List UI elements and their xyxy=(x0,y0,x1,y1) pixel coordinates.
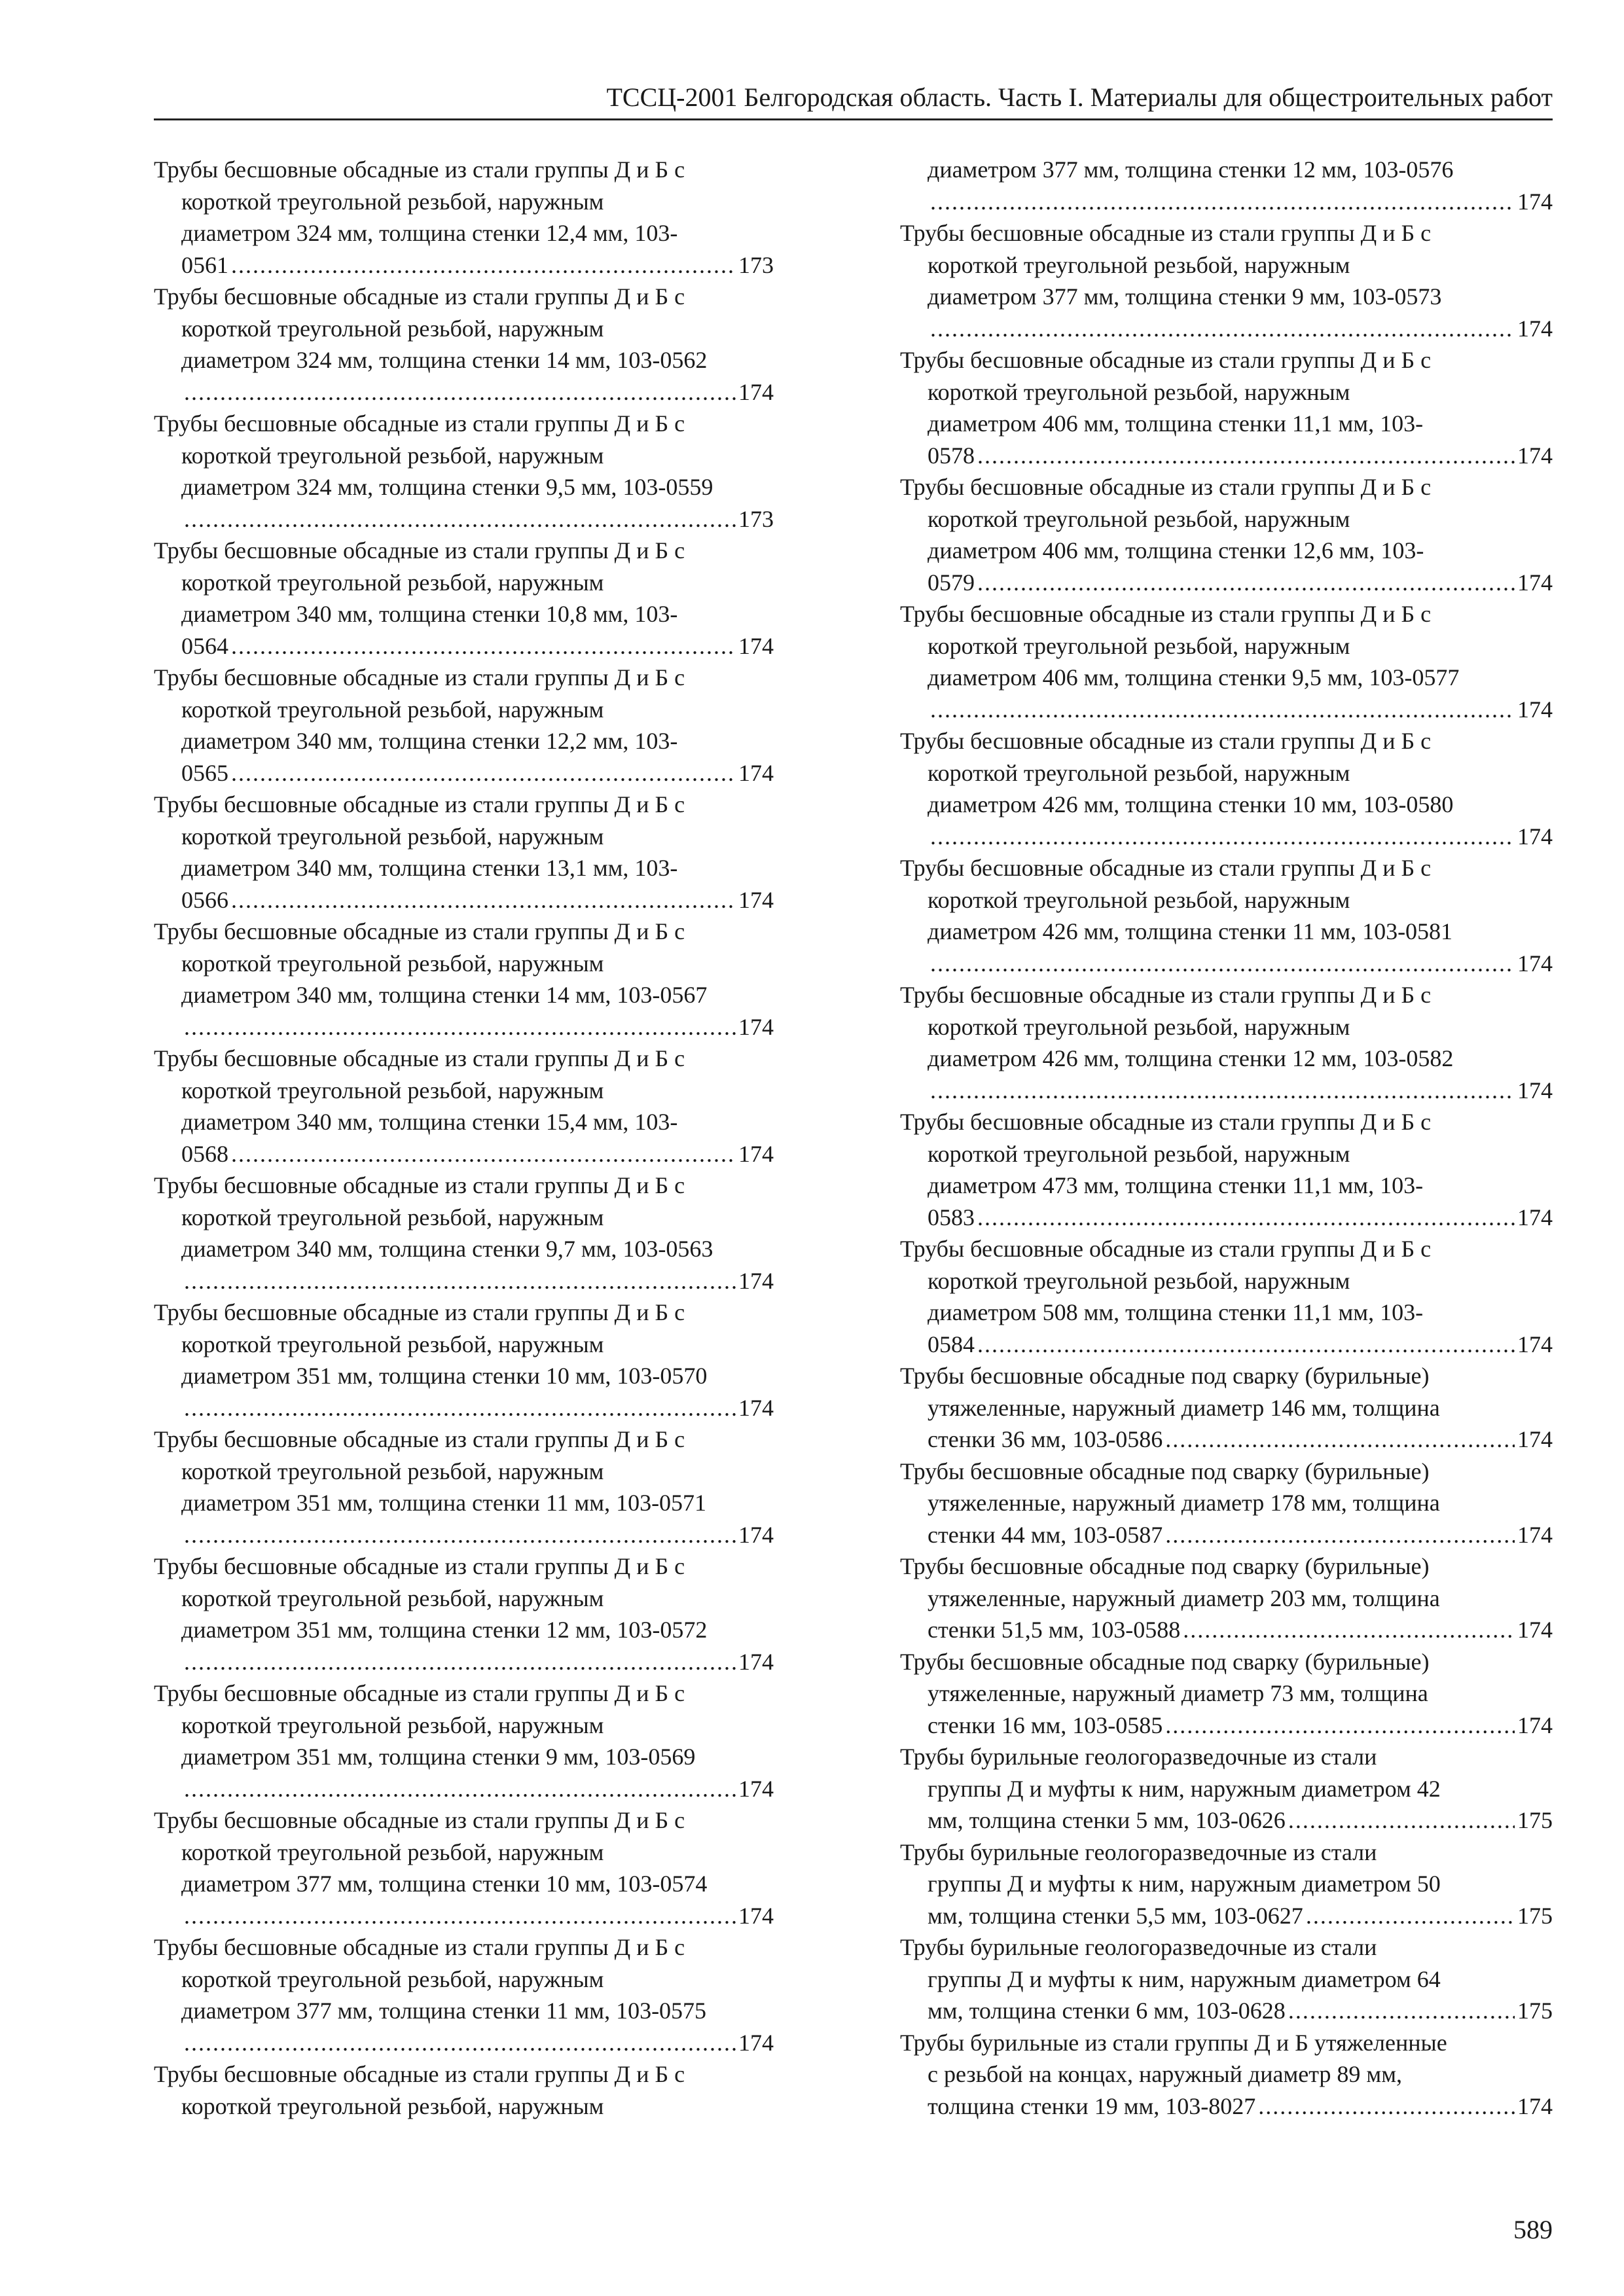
index-entry xyxy=(900,1741,1553,1837)
entry-title-line: Трубы бесшовные обсадные под сварку (бурильные) xyxy=(900,1363,1430,1389)
entry-text: мм, толщина стенки 5 мм, 103-0626 xyxy=(928,1807,1286,1833)
index-column-left xyxy=(154,154,774,2122)
entry-title-line: Трубы бесшовные обсадные из стали группы Д и Б с xyxy=(900,728,1432,754)
entry-text: стенки 51,5 мм, 103-0588 xyxy=(928,1617,1181,1643)
entry-page-ref: 174 xyxy=(1517,696,1553,723)
page-header xyxy=(154,82,1553,120)
entry-text: 0583 xyxy=(928,1204,975,1230)
entry-title-line: Трубы бесшовные обсадные из стали группы Д и Б с xyxy=(900,220,1432,246)
entry-text: стенки 36 мм, 103-0586 xyxy=(928,1426,1163,1452)
index-entry xyxy=(154,789,774,916)
entry-line: короткой треугольной резьбой, наружным xyxy=(181,1839,604,1865)
entry-leader-line xyxy=(154,1265,774,1297)
entry-page-ref: 174 xyxy=(1517,188,1553,215)
entry-line: диаметром 406 мм, толщина стенки 9,5 мм, 103-0577 xyxy=(928,664,1460,691)
entry-text: 0564 xyxy=(181,632,228,659)
entry-title-line: Трубы бесшовные обсадные из стали группы Д и Б с xyxy=(154,410,685,437)
entry-page-ref: 174 xyxy=(1517,2092,1553,2119)
entry-page-ref: 173 xyxy=(738,251,774,278)
entry-line: утяжеленные, наружный диаметр 178 мм, толщина xyxy=(928,1490,1440,1516)
entry-page-ref: 174 xyxy=(1517,1617,1553,1643)
entry-leader-line xyxy=(154,630,774,662)
entry-leader-line xyxy=(900,1329,1553,1361)
entry-title-line: Трубы бесшовные обсадные из стали группы Д и Б с xyxy=(154,283,685,310)
entry-page-ref: 174 xyxy=(1517,315,1553,342)
index-entry xyxy=(154,916,774,1043)
entry-title-line: Трубы бурильные геологоразведочные из стали xyxy=(900,1934,1377,1960)
dot-leader xyxy=(930,186,1515,218)
entry-line: диаметром 351 мм, толщина стенки 12 мм, 103-0572 xyxy=(181,1617,708,1643)
entry-page-ref: 174 xyxy=(738,1648,774,1675)
index-entry xyxy=(154,1297,774,1424)
index-entry xyxy=(900,1456,1553,1551)
entry-leader-line xyxy=(154,757,774,789)
entry-title-line: Трубы бурильные из стали группы Д и Б утяжеленные xyxy=(900,2029,1447,2056)
dot-leader xyxy=(977,1329,1515,1361)
entry-page-ref: 174 xyxy=(738,1140,774,1167)
dot-leader xyxy=(930,821,1515,853)
entry-title-line: Трубы бесшовные обсадные из стали группы Д и Б с xyxy=(900,982,1432,1008)
entry-line: короткой треугольной резьбой, наружным xyxy=(928,886,1350,913)
entry-title-line: Трубы бурильные геологоразведочные из стали xyxy=(900,1744,1377,1770)
dot-leader xyxy=(231,757,736,789)
entry-title-line: Трубы бесшовные обсадные из стали группы Д и Б с xyxy=(900,855,1432,881)
dot-leader xyxy=(1306,1900,1515,1932)
entry-page-ref: 174 xyxy=(1517,1426,1553,1452)
dot-leader xyxy=(231,884,736,916)
dot-leader xyxy=(1165,1710,1515,1742)
entry-leader-line xyxy=(900,1710,1553,1742)
entry-leader-line xyxy=(900,313,1553,345)
entry-line: короткой треугольной резьбой, наружным xyxy=(928,632,1350,659)
entry-line: диаметром 377 мм, толщина стенки 10 мм, 103-0574 xyxy=(181,1871,708,1897)
index-entry xyxy=(900,725,1553,852)
entry-line: короткой треугольной резьбой, наружным xyxy=(181,1585,604,1611)
dot-leader xyxy=(184,503,736,535)
entry-page-ref: 175 xyxy=(1517,1998,1553,2024)
entry-text: стенки 44 мм, 103-0587 xyxy=(928,1521,1163,1548)
index-entry xyxy=(900,1360,1553,1456)
entry-leader-line xyxy=(154,249,774,281)
entry-line: короткой треугольной резьбой, наружным xyxy=(181,1077,604,1103)
entry-line: короткой треугольной резьбой, наружным xyxy=(181,442,604,469)
entry-title-line: Трубы бесшовные обсадные из стали группы Д и Б с xyxy=(154,1172,685,1198)
index-entry xyxy=(900,154,1553,217)
entry-line: короткой треугольной резьбой, наружным xyxy=(928,1267,1350,1294)
entry-leader-line xyxy=(900,1519,1553,1551)
dot-leader xyxy=(1165,1519,1515,1551)
entry-title-line: Трубы бесшовные обсадные под сварку (бурильные) xyxy=(900,1458,1430,1484)
index-entry xyxy=(154,408,774,535)
entry-page-ref: 174 xyxy=(738,886,774,913)
index-entry xyxy=(154,1170,774,1297)
entry-line: короткой треугольной резьбой, наружным xyxy=(928,251,1350,278)
entry-page-ref: 174 xyxy=(738,1775,774,1802)
dot-leader xyxy=(1258,2090,1515,2123)
entry-leader-line xyxy=(154,1392,774,1424)
index-entry xyxy=(154,535,774,662)
dot-leader xyxy=(184,1646,736,1678)
entry-text: 0565 xyxy=(181,759,228,786)
entry-line: диаметром 340 мм, толщина стенки 9,7 мм, 103-0563 xyxy=(181,1236,713,1262)
entry-page-ref: 174 xyxy=(1517,1204,1553,1230)
entry-text: 0566 xyxy=(181,886,228,913)
index-entry xyxy=(154,2058,774,2122)
entry-text: толщина стенки 19 мм, 103-8027 xyxy=(928,2092,1256,2119)
entry-title-line: Трубы бесшовные обсадные из стали группы Д и Б с xyxy=(154,1299,685,1325)
entry-leader-line xyxy=(900,821,1553,853)
index-entry xyxy=(154,1677,774,1804)
dot-leader xyxy=(184,1392,736,1424)
entry-page-ref: 175 xyxy=(1517,1902,1553,1929)
index-entry xyxy=(900,1646,1553,1742)
entry-page-ref: 174 xyxy=(1517,442,1553,469)
entry-line: группы Д и муфты к ним, наружным диаметром 64 xyxy=(928,1965,1441,1992)
entry-text: 0579 xyxy=(928,569,975,596)
index-entry xyxy=(900,217,1553,344)
dot-leader xyxy=(231,1138,736,1170)
entry-leader-line xyxy=(154,2027,774,2059)
entry-page-ref: 175 xyxy=(1517,1807,1553,1833)
entry-line: диаметром 324 мм, толщина стенки 14 мм, 103-0562 xyxy=(181,347,708,373)
entry-page-ref: 174 xyxy=(738,759,774,786)
dot-leader xyxy=(184,1900,736,1932)
entry-title-line: Трубы бесшовные обсадные из стали группы Д и Б с xyxy=(154,1045,685,1071)
entry-leader-line xyxy=(154,503,774,535)
entry-leader-line xyxy=(900,2090,1553,2123)
entry-title-line: Трубы бесшовные обсадные под сварку (бурильные) xyxy=(900,1648,1430,1675)
entry-leader-line xyxy=(900,1424,1553,1456)
entry-title-line: Трубы бесшовные обсадные из стали группы Д и Б с xyxy=(154,1553,685,1579)
dot-leader xyxy=(1288,1804,1515,1837)
entry-line: диаметром 377 мм, толщина стенки 9 мм, 103-0573 xyxy=(928,283,1442,310)
entry-line: короткой треугольной резьбой, наружным xyxy=(181,1204,604,1230)
entry-title-line: Трубы бесшовные обсадные из стали группы Д и Б с xyxy=(154,1934,685,1960)
entry-title-line: Трубы бесшовные обсадные из стали группы Д и Б с xyxy=(154,918,685,944)
index-entry xyxy=(900,1551,1553,1646)
entry-title-line: Трубы бесшовные обсадные из стали группы Д и Б с xyxy=(154,1680,685,1706)
entry-title-line: Трубы бесшовные обсадные из стали группы Д и Б с xyxy=(900,601,1432,627)
dot-leader xyxy=(930,694,1515,726)
entry-leader-line xyxy=(900,186,1553,218)
entry-leader-line xyxy=(900,1995,1553,2027)
dot-leader xyxy=(1165,1424,1515,1456)
entry-line: короткой треугольной резьбой, наружным xyxy=(181,1458,604,1484)
entry-line: короткой треугольной резьбой, наружным xyxy=(181,315,604,342)
entry-text: мм, толщина стенки 5,5 мм, 103-0627 xyxy=(928,1902,1303,1929)
entry-title-line: Трубы бесшовные обсадные из стали группы Д и Б с xyxy=(154,664,685,691)
entry-leader-line xyxy=(900,1804,1553,1837)
entry-leader-line xyxy=(154,1773,774,1805)
entry-page-ref: 174 xyxy=(738,1394,774,1421)
index-entry xyxy=(154,1043,774,1170)
entry-page-ref: 174 xyxy=(738,632,774,659)
entry-line: диаметром 426 мм, толщина стенки 10 мм, 103-0580 xyxy=(928,791,1454,817)
dot-leader xyxy=(184,2027,736,2059)
entry-line: диаметром 473 мм, толщина стенки 11,1 мм, 103- xyxy=(928,1172,1424,1198)
index-entry xyxy=(154,1551,774,1677)
entry-page-ref: 174 xyxy=(738,1902,774,1929)
entry-leader-line xyxy=(154,1519,774,1551)
index-entry xyxy=(154,1931,774,2058)
index-entry xyxy=(900,1931,1553,2027)
entry-leader-line xyxy=(154,1646,774,1678)
entry-page-ref: 174 xyxy=(738,1521,774,1548)
entry-line: диаметром 426 мм, толщина стенки 11 мм, 103-0581 xyxy=(928,918,1453,944)
entry-title-line: Трубы бесшовные обсадные из стали группы Д и Б с xyxy=(900,474,1432,500)
entry-page-ref: 174 xyxy=(738,2029,774,2056)
entry-page-ref: 174 xyxy=(738,1267,774,1294)
entry-page-ref: 174 xyxy=(1517,950,1553,977)
dot-leader xyxy=(977,567,1515,599)
entry-text: 0578 xyxy=(928,442,975,469)
entry-title-line: Трубы бесшовные обсадные из стали группы Д и Б с xyxy=(154,2061,685,2087)
entry-line: диаметром 351 мм, толщина стенки 9 мм, 103-0569 xyxy=(181,1744,696,1770)
dot-leader xyxy=(1183,1614,1515,1646)
index-column-right xyxy=(900,154,1553,2122)
index-entry xyxy=(900,852,1553,979)
entry-leader-line xyxy=(900,1075,1553,1107)
entry-leader-line xyxy=(154,376,774,408)
entry-line: утяжеленные, наружный диаметр 203 мм, толщина xyxy=(928,1585,1440,1611)
entry-leader-line xyxy=(900,948,1553,980)
index-entry xyxy=(154,281,774,408)
index-entry xyxy=(900,979,1553,1106)
entry-line: короткой треугольной резьбой, наружным xyxy=(181,696,604,723)
entry-line: диаметром 324 мм, толщина стенки 9,5 мм, 103-0559 xyxy=(181,474,713,500)
entry-line: короткой треугольной резьбой, наружным xyxy=(181,2092,604,2119)
entry-line: утяжеленные, наружный диаметр 73 мм, толщина xyxy=(928,1680,1428,1706)
entry-line: диаметром 406 мм, толщина стенки 11,1 мм, 103- xyxy=(928,410,1424,437)
entry-line: короткой треугольной резьбой, наружным xyxy=(928,378,1350,405)
entry-line: диаметром 426 мм, толщина стенки 12 мм, 103-0582 xyxy=(928,1045,1454,1071)
entry-title-line: Трубы бесшовные обсадные из стали группы Д и Б с xyxy=(154,156,685,183)
dot-leader xyxy=(1288,1995,1515,2027)
entry-leader-line xyxy=(900,567,1553,599)
dot-leader xyxy=(977,1202,1515,1234)
entry-line: короткой треугольной резьбой, наружным xyxy=(181,569,604,596)
index-entry xyxy=(900,1233,1553,1360)
entry-title-line: Трубы бесшовные обсадные из стали группы Д и Б с xyxy=(154,1426,685,1452)
entry-page-ref: 174 xyxy=(1517,569,1553,596)
entry-leader-line xyxy=(900,694,1553,726)
entry-text: 0568 xyxy=(181,1140,228,1167)
entry-title-line: Трубы бесшовные обсадные из стали группы Д и Б с xyxy=(154,537,685,564)
entry-leader-line xyxy=(900,1202,1553,1234)
entry-page-ref: 174 xyxy=(1517,823,1553,850)
entry-line: диаметром 377 мм, толщина стенки 11 мм, 103-0575 xyxy=(181,1998,707,2024)
entry-page-ref: 174 xyxy=(1517,1712,1553,1738)
entry-page-ref: 174 xyxy=(1517,1521,1553,1548)
entry-page-ref: 174 xyxy=(1517,1077,1553,1103)
dot-leader xyxy=(930,1075,1515,1107)
entry-line: диаметром 508 мм, толщина стенки 11,1 мм, 103- xyxy=(928,1299,1424,1325)
entry-title-line: Трубы бесшовные обсадные под сварку (бурильные) xyxy=(900,1553,1430,1579)
index-entry xyxy=(900,1837,1553,1932)
entry-page-ref: 174 xyxy=(1517,1331,1553,1357)
page-number: 589 xyxy=(1513,2215,1553,2244)
dot-leader xyxy=(930,313,1515,345)
index-entry xyxy=(154,154,774,281)
entry-line: короткой треугольной резьбой, наружным xyxy=(928,1140,1350,1167)
entry-leader-line xyxy=(900,1900,1553,1932)
entry-leader-line xyxy=(900,440,1553,472)
entry-line: диаметром 340 мм, толщина стенки 15,4 мм, 103- xyxy=(181,1109,678,1135)
entry-line: короткой треугольной резьбой, наружным xyxy=(181,1331,604,1357)
entry-line: короткой треугольной резьбой, наружным xyxy=(181,1965,604,1992)
entry-text: мм, толщина стенки 6 мм, 103-0628 xyxy=(928,1998,1286,2024)
index-entry xyxy=(154,1804,774,1931)
entry-line: короткой треугольной резьбой, наружным xyxy=(181,823,604,850)
dot-leader xyxy=(184,1773,736,1805)
index-entry xyxy=(900,598,1553,725)
entry-title-line: Трубы бурильные геологоразведочные из стали xyxy=(900,1839,1377,1865)
entry-text: стенки 16 мм, 103-0585 xyxy=(928,1712,1163,1738)
entry-line: диаметром 340 мм, толщина стенки 13,1 мм, 103- xyxy=(181,855,678,881)
entry-line: диаметром 406 мм, толщина стенки 12,6 мм, 103- xyxy=(928,537,1424,564)
entry-line: группы Д и муфты к ним, наружным диаметром 42 xyxy=(928,1775,1441,1802)
dot-leader xyxy=(184,376,736,408)
index-entry xyxy=(900,1106,1553,1233)
entry-line: короткой треугольной резьбой, наружным xyxy=(181,950,604,977)
entry-leader-line xyxy=(154,1900,774,1932)
entry-text: диаметром 377 мм, толщина стенки 12 мм, 103-0576 xyxy=(928,156,1454,183)
index-entry xyxy=(154,662,774,789)
entry-line: диаметром 340 мм, толщина стенки 14 мм, 103-0567 xyxy=(181,982,708,1008)
dot-leader xyxy=(977,440,1515,472)
dot-leader xyxy=(930,948,1515,980)
entry-page-ref: 173 xyxy=(738,505,774,532)
entry-line: диаметром 351 мм, толщина стенки 10 мм, 103-0570 xyxy=(181,1363,708,1389)
entry-line: короткой треугольной резьбой, наружным xyxy=(181,188,604,215)
entry-title-line: Трубы бесшовные обсадные из стали группы Д и Б с xyxy=(900,1109,1432,1135)
index-entry xyxy=(900,2027,1553,2123)
entry-line: диаметром 340 мм, толщина стенки 12,2 мм, 103- xyxy=(181,728,678,754)
dot-leader xyxy=(184,1011,736,1043)
entry-leader-line xyxy=(154,884,774,916)
header-title: ТССЦ-2001 Белгородская область. Часть I. Материалы для общестроительных работ xyxy=(606,82,1553,112)
dot-leader xyxy=(231,630,736,662)
entry-line: короткой треугольной резьбой, наружным xyxy=(928,1013,1350,1040)
entry-line: утяжеленные, наружный диаметр 146 мм, толщина xyxy=(928,1394,1440,1421)
entry-line: диаметром 324 мм, толщина стенки 12,4 мм, 103- xyxy=(181,220,678,246)
entry-line: группы Д и муфты к ним, наружным диаметром 50 xyxy=(928,1871,1441,1897)
entry-title-line: Трубы бесшовные обсадные из стали группы Д и Б с xyxy=(900,347,1432,373)
index-entry xyxy=(154,1424,774,1551)
index-entry xyxy=(900,471,1553,598)
entry-text: 0584 xyxy=(928,1331,975,1357)
dot-leader xyxy=(231,249,736,281)
entry-leader-line xyxy=(154,1011,774,1043)
dot-leader xyxy=(184,1265,736,1297)
entry-last-line xyxy=(900,154,1553,186)
entry-line: диаметром 340 мм, толщина стенки 10,8 мм, 103- xyxy=(181,601,678,627)
entry-title-line: Трубы бесшовные обсадные из стали группы Д и Б с xyxy=(900,1236,1432,1262)
entry-line: диаметром 351 мм, толщина стенки 11 мм, 103-0571 xyxy=(181,1490,707,1516)
entry-line: короткой треугольной резьбой, наружным xyxy=(928,505,1350,532)
entry-page-ref: 174 xyxy=(738,1013,774,1040)
entry-title-line: Трубы бесшовные обсадные из стали группы Д и Б с xyxy=(154,791,685,817)
entry-line: с резьбой на концах, наружный диаметр 89 мм, xyxy=(928,2061,1402,2087)
entry-text: 0561 xyxy=(181,251,228,278)
entry-leader-line xyxy=(154,1138,774,1170)
entry-title-line: Трубы бесшовные обсадные из стали группы Д и Б с xyxy=(154,1807,685,1833)
entry-leader-line xyxy=(900,1614,1553,1646)
entry-page-ref: 174 xyxy=(738,378,774,405)
entry-line: короткой треугольной резьбой, наружным xyxy=(928,759,1350,786)
dot-leader xyxy=(184,1519,736,1551)
index-entry xyxy=(900,344,1553,471)
entry-line: короткой треугольной резьбой, наружным xyxy=(181,1712,604,1738)
